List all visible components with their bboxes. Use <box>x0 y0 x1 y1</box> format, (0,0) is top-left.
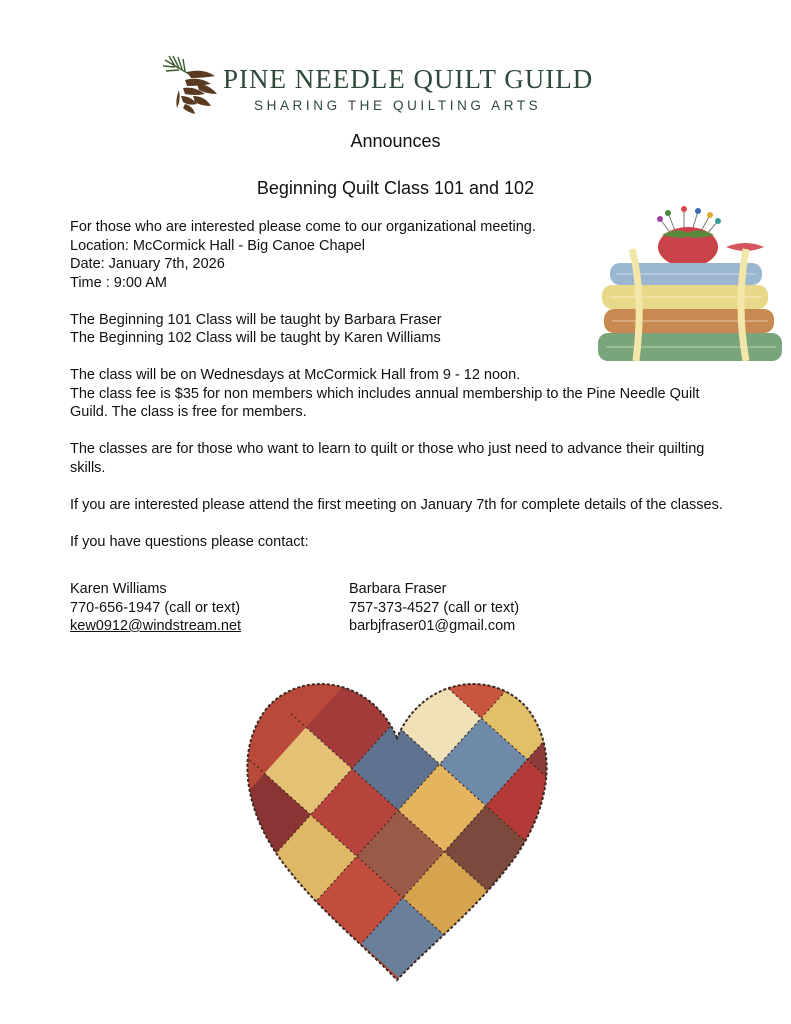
guild-tagline: SHARING THE QUILTING ARTS <box>254 98 542 113</box>
contact-name: Karen Williams <box>70 581 167 597</box>
guild-logo <box>163 54 623 116</box>
fee-line: The class fee is $35 for non members which includes annual membership to the Pine Needle Quilt Guild. The class is free for members. <box>70 385 700 420</box>
purpose-line: The classes are for those who want to learn to quilt or those who just need to advance their quilting skills. <box>70 441 705 476</box>
contact-phone: 757-373-4527 (call or text) <box>349 599 520 616</box>
announces-heading: Announces <box>350 131 441 151</box>
contact-email-link[interactable]: kew0912@windstream.net <box>70 618 242 634</box>
contact-karen <box>70 580 241 636</box>
contact-phone: 770-656-1947 (call or text) <box>70 599 241 616</box>
guild-name: PINE NEEDLE QUILT GUILD <box>223 64 594 94</box>
patchwork-heart-illustration <box>242 668 552 983</box>
intro-line: For those who are interested please come to our organizational meeting. <box>70 219 536 235</box>
date-line: Date: January 7th, 2026 <box>70 256 225 272</box>
teacher-102: The Beginning 102 Class will be taught by Karen Williams <box>70 330 441 346</box>
teacher-101: The Beginning 101 Class will be taught by Barbara Fraser <box>70 311 442 328</box>
fabric-stack-illustration <box>596 205 786 365</box>
contact-barbara <box>349 580 519 636</box>
schedule-line: The class will be on Wednesdays at McCormick Hall from 9 - 12 noon. <box>70 367 521 383</box>
pine-cone-icon <box>163 54 221 114</box>
contact-email: barbjfraser01@gmail.com <box>349 618 516 634</box>
questions-line: If you have questions please contact: <box>70 533 309 550</box>
attend-line: If you are interested please attend the first meeting on January 7th for complete details of the classes. <box>70 496 723 513</box>
time-line: Time : 9:00 AM <box>70 274 167 291</box>
location-line: Location: McCormick Hall - Big Canoe Chapel <box>70 237 365 254</box>
class-title: Beginning Quilt Class 101 and 102 <box>256 178 535 198</box>
contact-name: Barbara Fraser <box>349 581 447 597</box>
